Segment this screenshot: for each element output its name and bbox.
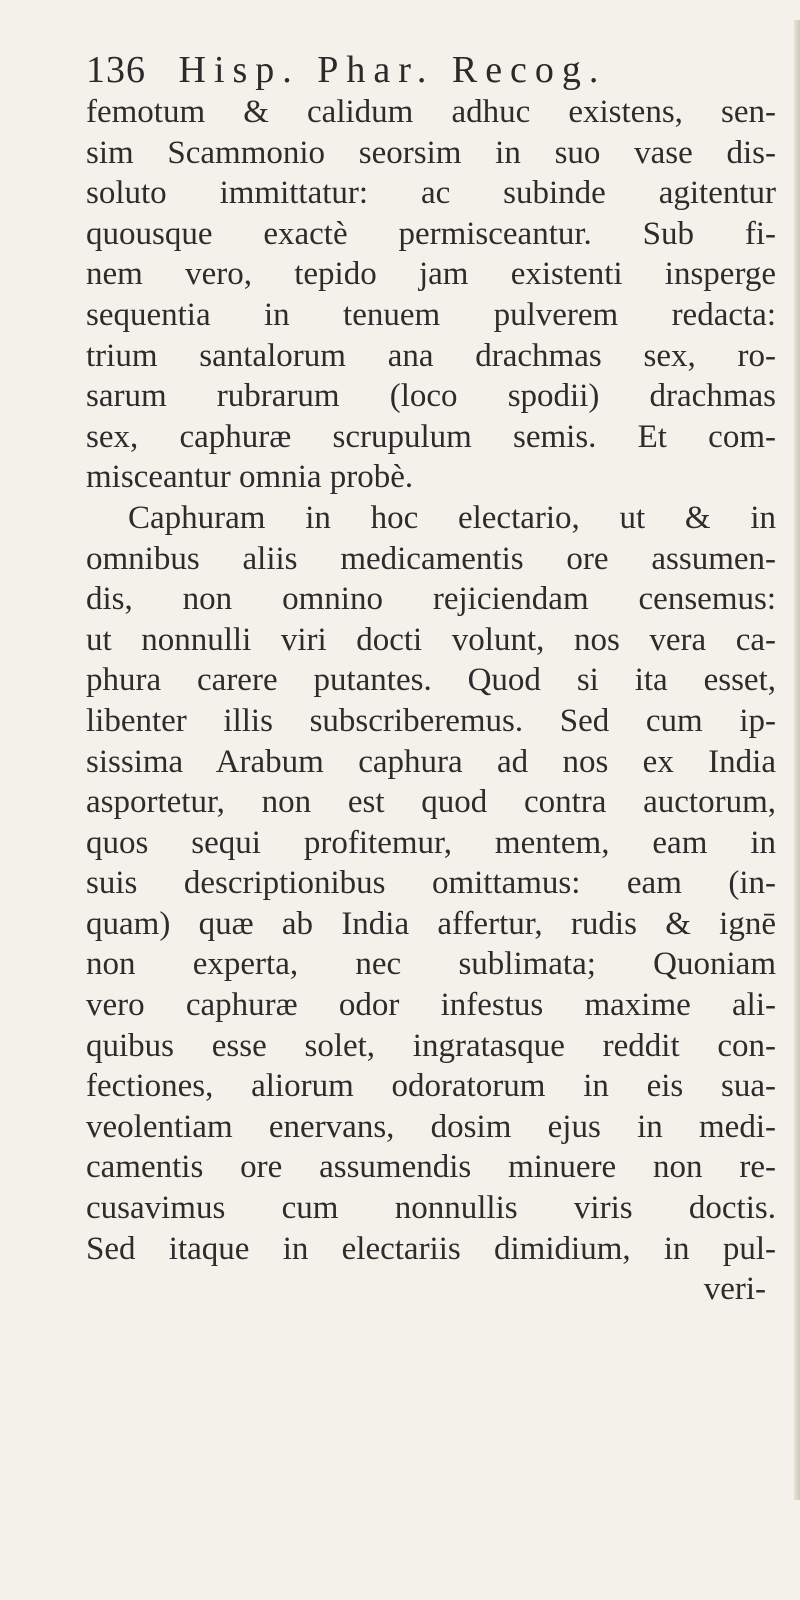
text-line: trium santalorum ana drachmas sex, ro-: [86, 337, 776, 374]
running-head: [86, 48, 726, 92]
text-line: asportetur, non est quod contra auctorum,: [86, 784, 776, 821]
text-line: nem vero, tepido jam existenti insperge: [86, 256, 776, 293]
text-line: sequentia in tenuem pulverem redacta:: [86, 296, 776, 333]
text-line: quibus esse solet, ingratasque reddit con-: [86, 1027, 776, 1064]
text-line: fectiones, aliorum odoratorum in eis sua-: [86, 1068, 776, 1105]
text-line: quousque exactè permisceantur. Sub fi-: [86, 215, 776, 252]
text-line: quam) quæ ab India affertur, rudis & ignē: [86, 905, 776, 942]
text-line: libenter illis subscriberemus. Sed cum ip-: [86, 702, 776, 739]
text-line: veolentiam enervans, dosim ejus in medi-: [86, 1108, 776, 1145]
body-text: [86, 92, 776, 1310]
paragraph-end-line: misceantur omnia probè.: [86, 459, 414, 496]
text-line: sim Scammonio seorsim in suo vase dis-: [86, 134, 776, 171]
text-line: dis, non omnino rejiciendam censemus:: [86, 581, 776, 618]
running-title: Hisp. Phar. Recog.: [178, 49, 607, 91]
text-line: sarum rubrarum (loco spodii) drachmas: [86, 378, 776, 415]
text-line: sex, caphuræ scrupulum semis. Et com-: [86, 418, 776, 455]
text-line: cusavimus cum nonnullis viris doctis.: [86, 1190, 776, 1227]
text-line: camentis ore assumendis minuere non re-: [86, 1149, 776, 1186]
text-line: phura carere putantes. Quod si ita esset,: [86, 662, 776, 699]
text-line: vero caphuræ odor infestus maxime ali-: [86, 987, 776, 1024]
text-line: non experta, nec sublimata; Quoniam: [86, 946, 776, 983]
text-line: Sed itaque in electariis dimidium, in pul-: [86, 1230, 776, 1267]
paragraph-start-line: Caphuram in hoc electario, ut & in: [128, 499, 776, 536]
text-line: sissima Arabum caphura ad nos ex India: [86, 743, 776, 780]
page-number: 136: [86, 49, 146, 91]
text-line: femotum & calidum adhuc existens, sen-: [86, 94, 776, 130]
text-line: suis descriptionibus omittamus: eam (in-: [86, 865, 776, 902]
page-edge: [794, 20, 800, 1500]
text-line: quos sequi profitemur, mentem, eam in: [86, 824, 776, 861]
text-line: omnibus aliis medicamentis ore assumen-: [86, 540, 776, 577]
catchword: veri-: [703, 1271, 766, 1308]
text-line: ut nonnulli viri docti volunt, nos vera ca-: [86, 621, 776, 658]
text-line: soluto immittatur: ac subinde agitentur: [86, 175, 776, 212]
